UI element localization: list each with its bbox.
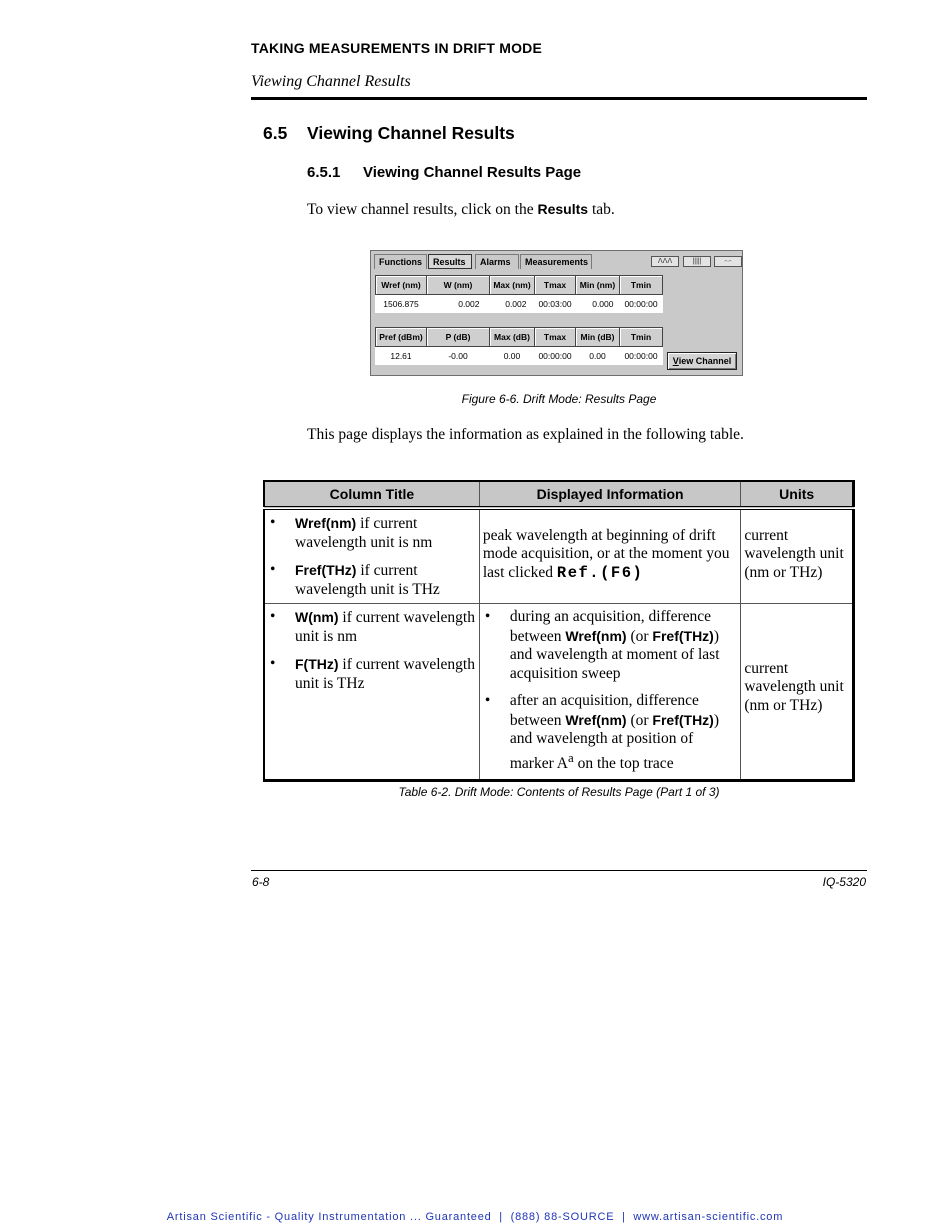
section-title-text: Viewing Channel Results: [307, 123, 515, 143]
table-cell: 0.002: [505, 299, 527, 309]
term-wref: Wref(nm): [565, 627, 627, 644]
wavelength-results-table: [375, 275, 663, 313]
info-text: peak wavelength at beginning of drift mode acquisition, or at the moment you last clicked: [482, 526, 730, 581]
document-id: IQ-5320: [822, 875, 866, 889]
results-page-screenshot: [370, 250, 743, 376]
view-channel-hotkey: V: [672, 356, 679, 366]
page-number: 6-8: [252, 875, 270, 889]
info-text: during an acquisition, difference between: [509, 608, 712, 645]
table-cell: 00:03:00: [538, 299, 572, 309]
tab-functions[interactable]: Functions: [374, 254, 427, 269]
column-header: Wref (nm): [376, 276, 427, 295]
term-wref: Wref(nm): [295, 515, 357, 531]
subsection-title: [307, 164, 581, 181]
column-header: Max (nm): [490, 276, 535, 295]
vendor-banner[interactable]: Artisan Scientific - Quality Instrumentation ... Guaranteed | (888) 88-SOURCE | www.artisan-scientific.com: [166, 1211, 784, 1223]
info-text: after an acquisition, difference between: [509, 692, 699, 729]
table-cell: -0.00: [448, 351, 468, 361]
info-text: on the top trace: [573, 754, 674, 772]
column-header-title: Column Title: [264, 481, 479, 508]
column-header: Min (dB): [576, 328, 620, 347]
table-cell-info: [479, 508, 740, 604]
term-fref: Fref(THz): [295, 562, 357, 578]
column-header-units: Units: [741, 481, 854, 508]
ref-key: Ref.(F6): [556, 563, 644, 582]
section-title: [263, 123, 515, 144]
table-caption: Table 6-2. Drift Mode: Contents of Results Page (Part 1 of 3): [398, 785, 720, 799]
term-wref: Wref(nm): [565, 711, 627, 728]
table-cell: 0.00: [503, 351, 521, 361]
subsection-title-text: Viewing Channel Results Page: [363, 164, 582, 181]
tab-results[interactable]: Results: [428, 254, 472, 269]
term-fref: Fref(THz): [652, 711, 714, 728]
list-item: [265, 655, 479, 693]
column-header: Tmax: [535, 276, 576, 295]
table-cell-units: current wavelength unit (nm or THz): [741, 508, 854, 604]
term-w: W(nm): [295, 609, 339, 625]
figure-caption: Figure 6-6. Drift Mode: Results Page: [461, 392, 657, 406]
running-head-chapter: TAKING MEASUREMENTS IN DRIFT MODE: [251, 40, 543, 56]
tab-alarms[interactable]: Alarms: [475, 254, 519, 269]
header-rule: [251, 97, 867, 100]
term-fref: Fref(THz): [652, 627, 714, 644]
table-row: [264, 604, 854, 781]
column-header: W (nm): [427, 276, 490, 295]
table-cell: 00:00:00: [624, 351, 658, 361]
term-desc: if current wavelength unit is nm: [295, 515, 433, 551]
footnote-marker: a: [567, 749, 574, 765]
trace-view-icon[interactable]: -·-: [714, 256, 742, 267]
table-intro-paragraph: This page displays the information as explained in the following table.: [307, 426, 744, 443]
table-cell-title: [264, 604, 479, 781]
tab-measurements[interactable]: Measurements: [520, 254, 592, 269]
term-desc: if current wavelength unit is THz: [295, 656, 475, 692]
intro-paragraph: [307, 201, 615, 219]
table-cell: 00:00:00: [624, 299, 658, 309]
subsection-number: 6.5.1: [307, 164, 341, 181]
intro-text-after: tab.: [588, 201, 615, 218]
power-results-table: [375, 327, 663, 365]
info-text: ) and wavelength at moment of last acquisition sweep: [509, 627, 720, 682]
section-number: 6.5: [263, 123, 288, 143]
table-cell: 0.000: [592, 299, 614, 309]
list-item: [480, 692, 737, 773]
intro-results-keyword: Results: [537, 201, 589, 217]
column-header: Tmin: [620, 328, 663, 347]
table-cell: 12.61: [390, 351, 412, 361]
table-cell-title: [264, 508, 479, 604]
term-desc: if current wavelength unit is THz: [295, 562, 440, 598]
table-cell: 00:00:00: [538, 351, 572, 361]
info-text: (or: [626, 711, 653, 729]
table-cell: 1506.875: [383, 299, 419, 309]
bar-view-icon[interactable]: |||||: [683, 256, 711, 267]
term-f: F(THz): [295, 656, 339, 672]
view-channel-button[interactable]: [667, 352, 737, 370]
table-cell-units: current wavelength unit (nm or THz): [741, 604, 854, 781]
table-cell: 0.002: [458, 299, 480, 309]
list-item: [265, 561, 479, 599]
running-head-section: Viewing Channel Results: [251, 73, 411, 90]
table-cell: 0.00: [589, 351, 606, 361]
footer-rule: [251, 870, 867, 871]
intro-text-before: To view channel results, click on the: [307, 201, 538, 218]
view-channel-label: iew Channel: [678, 356, 732, 366]
list-item: [265, 608, 479, 646]
column-header: Max (dB): [490, 328, 535, 347]
column-header-info: Displayed Information: [479, 481, 740, 508]
list-item: [265, 514, 479, 552]
results-contents-table: [263, 480, 855, 782]
column-header: Min (nm): [576, 276, 620, 295]
column-header: P (dB): [427, 328, 490, 347]
graph-view-icon[interactable]: ᐱᐱᐱ: [651, 256, 679, 267]
info-text: (or: [626, 627, 653, 645]
term-desc: if current wavelength unit is nm: [295, 609, 475, 645]
info-text: ) and wavelength at position of marker A: [509, 711, 720, 772]
table-row: [264, 508, 854, 604]
table-cell-info: [479, 604, 740, 781]
column-header: Tmax: [535, 328, 576, 347]
column-header: Tmin: [620, 276, 663, 295]
column-header: Pref (dBm): [376, 328, 427, 347]
list-item: [480, 608, 737, 683]
